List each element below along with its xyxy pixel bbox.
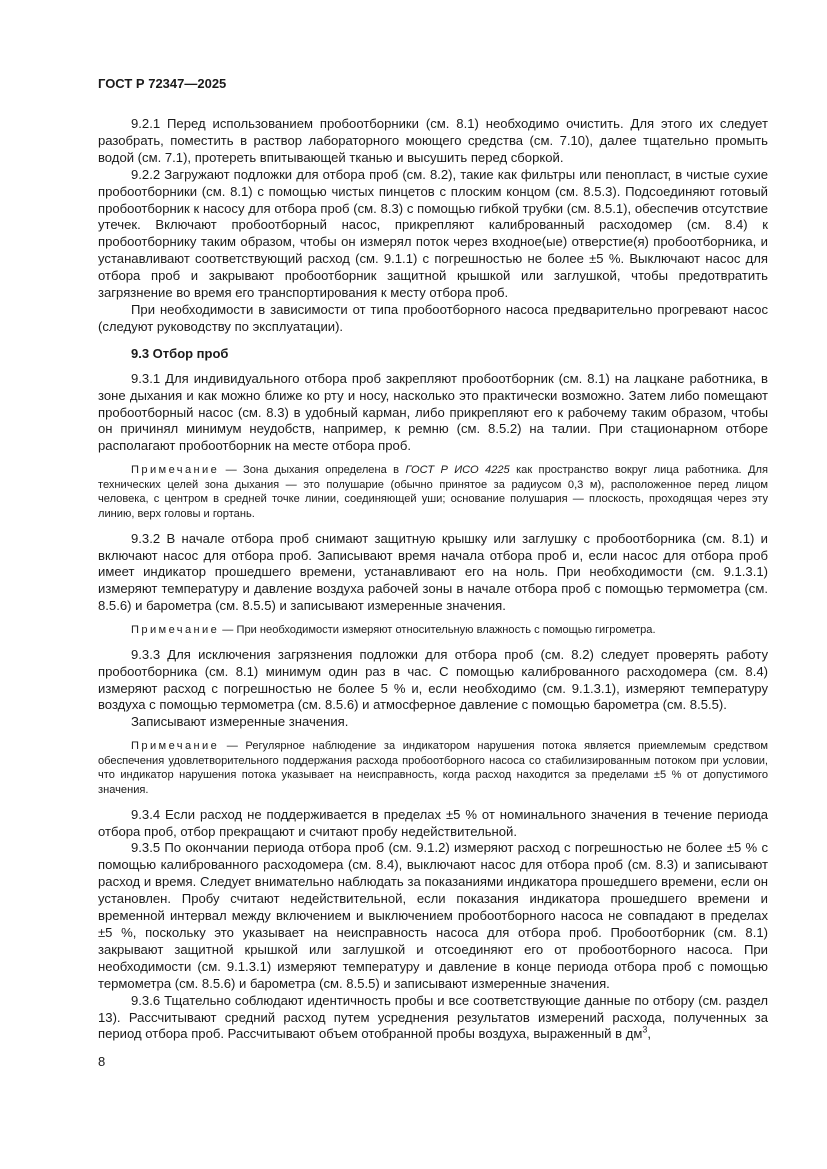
paragraph-9-3-6 bbox=[98, 993, 768, 1044]
note-label: Примечание bbox=[131, 740, 220, 753]
document-code: ГОСТ Р 72347—2025 bbox=[98, 76, 227, 91]
note-text: как пространство вокруг лица работника. Для технических целей зона дыхания — это полушарие (обычно принятое за радиусом 0,3 м), расположенное перед лицом человека, с центром в средней точке линии, соединяющей уши; основание полушария — плоскость, проходящая через эту линию, верх головы и гортань. bbox=[98, 464, 768, 520]
page-body bbox=[98, 116, 768, 1043]
note-text: — Зона дыхания определена в bbox=[219, 464, 406, 477]
superscript: 3 bbox=[642, 1025, 648, 1036]
note-flow-indicator bbox=[98, 739, 768, 797]
page-number: 8 bbox=[98, 1054, 106, 1069]
paragraph-9-3-1: 9.3.1 Для индивидуального отбора проб закрепляют пробоотборник (см. 8.1) на лацкане работника, в зоне дыхания и как можно ближе ко рту и носу, насколько это практически возможно. Затем либо помещают пробоотборный насос (см. 8.3) в удобный карман, либо прикрепляют его к рабочему таким образом, чтобы он причинял минимум неудобств, например, к ремню (см. 8.5.2) на талии. При стационарном отборе располагают пробоотборник на месте отбора проб. bbox=[98, 370, 768, 454]
paragraph-text: 9.3.6 Тщательно соблюдают идентичность пробы и все соответствующие данные по отбору (см. раздел 13). Рассчитывают средний расход путем усреднения результатов измерений расхода, полученных за период отбора проб. Рассчитывают объем отобранной пробы воздуха, выраженный в дм bbox=[98, 992, 768, 1042]
paragraph-9-2-2-continued: При необходимости в зависимости от типа пробоотборного насоса предварительно прогревают насос (следуют руководству по эксплуатации). bbox=[98, 301, 768, 334]
paragraph-9-3-3-continued: Записывают измеренные значения. bbox=[131, 714, 349, 730]
paragraph-9-3-5: 9.3.5 По окончании периода отбора проб (см. 9.1.2) измеряют расход с погрешностью не более ±5 % с помощью калиброванного расходомера (см. 8.4), выключают насос для отбора проб (см. 8.3) и записывают расход и время. Следует внимательно наблюдать за показаниями индикатора прошедшего времени, если он установлен. Пробу считают недействительной, если показания индикатора прошедшего времени и временной интервал между включением и выключением пробоотборного насоса не совпадают в пределах ±5 %, поскольку это указывает на неисправность насоса для отбора проб. Пробоотборник (см. 8.1) закрывают защитной крышкой или заглушкой и отсоединяют его от пробоотборного насоса. При необходимости (см. 9.1.3.1) измеряют температуру и давление в конце периода отбора проб с помощью термометра (см. 8.5.6) и барометра (см. 8.5.5) и записывают измеренные значения. bbox=[98, 840, 768, 991]
paragraph-text: , bbox=[647, 1026, 652, 1042]
standard-reference: ГОСТ Р ИСО 4225 bbox=[405, 464, 510, 477]
paragraph-9-3-4: 9.3.4 Если расход не поддерживается в пределах ±5 % от номинального значения в течение периода отбора проб, отбор прекращают и считают пробу недействительной. bbox=[98, 806, 768, 839]
section-heading-9-3: 9.3 Отбор проб bbox=[131, 345, 229, 361]
paragraph-9-3-2: 9.3.2 В начале отбора проб снимают защитную крышку или заглушку с пробоотборника (см. 8.1) и включают насос для отбора проб. Записывают время начала отбора проб и, если насос для отбора проб имеет индикатор прошедшего времени, устанавливают его на ноль. При необходимости (см. 9.1.3.1) измеряют температуру и давление воздуха рабочей зоны в начале отбора проб с помощью термометра (см. 8.5.6) и барометра (см. 8.5.5) и записывают измеренные значения. bbox=[98, 530, 768, 614]
note-text: — При необходимости измеряют относительную влажность с помощью гигрометра. bbox=[219, 624, 656, 637]
note-breathing-zone bbox=[98, 463, 768, 521]
note-label: Примечание bbox=[131, 624, 220, 637]
paragraph-9-2-1: 9.2.1 Перед использованием пробоотборники (см. 8.1) необходимо очистить. Для этого их следует разобрать, поместить в раствор лабораторного моющего средства (см. 7.10), далее тщательно промыть водой (см. 7.1), протереть впитывающей тканью и высушить перед сборкой. bbox=[98, 116, 768, 165]
note-humidity bbox=[98, 623, 768, 638]
note-text: — Регулярное наблюдение за индикатором нарушения потока является приемлемым средством обеспечения удовлетворительного поддержания расхода пробоотборного насоса со стабилизированным потоком при условии, что индикатор нарушения потока указывает на неисправность, когда расход находится за пределами ±5 % от допустимого значения. bbox=[98, 740, 768, 797]
note-label: Примечание bbox=[131, 464, 220, 477]
paragraph-9-3-3: 9.3.3 Для исключения загрязнения подложки для отбора проб (см. 8.2) следует проверять работу пробоотборника (см. 8.1) минимум один раз в час. С помощью калиброванного расходомера (см. 8.4) измеряют расход с погрешностью не более 5 % и, если необходимо (см. 9.1.3.1), измеряют температуру воздуха с помощью термометра (см. 8.5.6) и атмосферное давление с помощью барометра (см. 8.5.5). bbox=[98, 646, 768, 713]
paragraph-9-2-2: 9.2.2 Загружают подложки для отбора проб (см. 8.2), такие как фильтры или пенопласт, в чистые сухие пробоотборники (см. 8.1) с помощью чистых пинцетов с плоским концом (см. 8.5.3). Подсоединяют готовый пробоотборник к насосу для отбора проб (см. 8.3) с помощью гибкой трубки (см. 8.5.1), обеспечив отсутствие утечек. Включают пробоотборный насос, прикрепляют калиброванный расходомер (см. 8.4) к пробоотборнику таким образом, чтобы он измерял поток через входное(ые) отверстие(я) пробоотборника, и устанавливают соответствующий расход (см. 9.1.1) с погрешностью не более ±5 %. Выключают насос для отбора проб и закрывают пробоотборник защитной крышкой или заглушкой, чтобы предотвратить загрязнение во время его транспортирования к месту отбора проб. bbox=[98, 166, 768, 301]
